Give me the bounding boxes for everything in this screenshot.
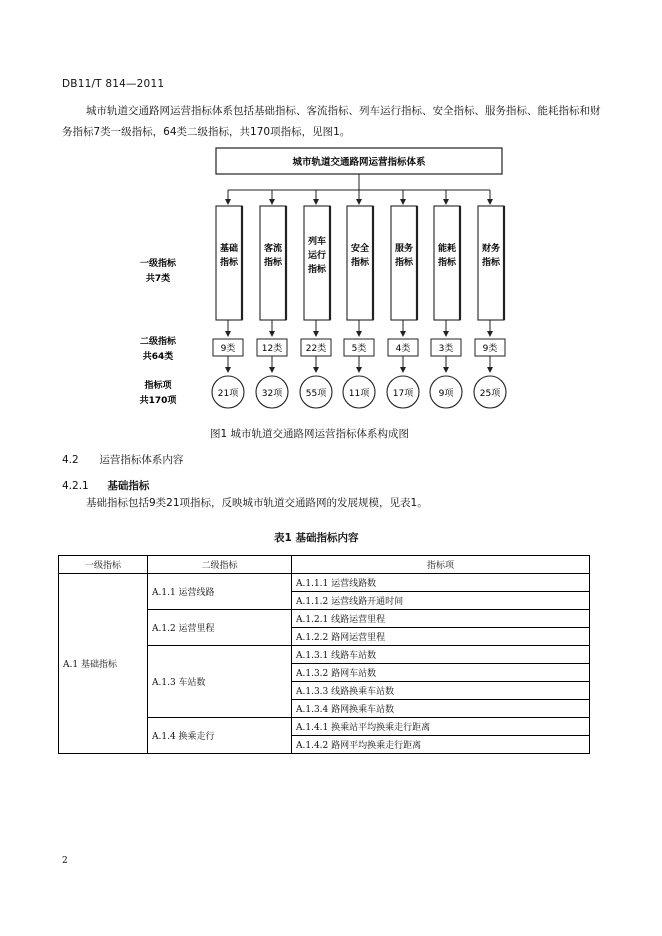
- items-label: 11项: [348, 389, 370, 399]
- table-header-cell: 二级指标: [148, 556, 292, 574]
- section-title: 运营指标体系内容: [99, 454, 184, 466]
- section-4-2-1: [62, 478, 149, 493]
- category-label: 指标: [307, 265, 327, 275]
- category-label: 服务: [394, 244, 414, 254]
- subcount-label: 4类: [395, 344, 411, 354]
- table-header-cell: 一级指标: [59, 556, 148, 574]
- item-cell: A.1.2.2 路网运营里程: [292, 628, 590, 646]
- category-label: 列车: [307, 237, 327, 247]
- document-code: DB11/T 814—2011: [62, 78, 165, 90]
- items-label: 25项: [479, 389, 501, 399]
- item-cell: A.1.3.2 路网车站数: [292, 664, 590, 682]
- basic-indicator-table: [58, 555, 590, 754]
- item-cell: A.1.1.2 运营线路开通时间: [292, 592, 590, 610]
- category-label: 安全: [350, 244, 370, 254]
- category-label: 指标: [394, 258, 414, 268]
- item-cell: A.1.3.4 路网换乘车站数: [292, 700, 590, 718]
- subcount-label: 5类: [351, 344, 367, 354]
- category-label: 指标: [481, 258, 501, 268]
- item-cell: A.1.3.3 线路换乘车站数: [292, 682, 590, 700]
- category-label: 运行: [307, 251, 327, 261]
- section-4-2: [62, 452, 183, 467]
- level2-cell: A.1.3 车站数: [148, 646, 292, 718]
- structure-diagram: [0, 140, 662, 420]
- level1-cell: A.1 基础指标: [59, 574, 148, 754]
- category-label: 基础: [219, 244, 239, 254]
- intro-paragraph: 城市轨道交通路网运营指标体系包括基础指标、客流指标、列车运行指标、安全指标、服务指标、能耗指标和财务指标7类一级指标，64类二级指标，共170项指标，见图1。: [62, 105, 601, 138]
- category-label: 指标: [263, 258, 283, 268]
- row-label: 共7类: [145, 274, 171, 284]
- subcount-label: 9类: [482, 344, 498, 354]
- section-number: 4.2.1: [62, 480, 89, 492]
- subcount-label: 22类: [305, 344, 327, 354]
- category-label: 客流: [263, 244, 283, 254]
- items-label: 9项: [438, 389, 454, 399]
- level2-cell: A.1.4 换乘走行: [148, 718, 292, 754]
- table-header-cell: 指标项: [292, 556, 590, 574]
- item-cell: A.1.4.1 换乘站平均换乘走行距离: [292, 718, 590, 736]
- row-label: 二级指标: [139, 337, 177, 347]
- items-label: 21项: [217, 389, 239, 399]
- category-box: [304, 206, 330, 320]
- section-number: 4.2: [62, 454, 79, 466]
- item-cell: A.1.3.1 线路车站数: [292, 646, 590, 664]
- category-label: 能耗: [437, 244, 457, 254]
- table-header-row: [59, 556, 590, 574]
- section-title: 基础指标: [107, 480, 150, 492]
- items-label: 32项: [261, 389, 283, 399]
- item-cell: A.1.4.2 路网平均换乘走行距离: [292, 736, 590, 754]
- table-row: [59, 574, 590, 592]
- items-label: 55项: [305, 389, 327, 399]
- category-label: 财务: [481, 244, 501, 254]
- row-label: 指标项: [144, 381, 172, 391]
- category-label: 指标: [437, 258, 457, 268]
- row-label: 一级指标: [139, 259, 177, 269]
- subcount-label: 12类: [261, 344, 283, 354]
- basic-indicator-paragraph: 基础指标包括9类21项指标，反映城市轨道交通路网的发展规模，见表1。: [86, 497, 428, 509]
- item-cell: A.1.2.1 线路运营里程: [292, 610, 590, 628]
- diagram-title: 城市轨道交通路网运营指标体系: [292, 157, 426, 168]
- page-number: 2: [62, 856, 68, 866]
- figure-caption: 图1 城市轨道交通路网运营指标体系构成图: [210, 428, 410, 440]
- items-label: 17项: [392, 389, 414, 399]
- item-cell: A.1.1.1 运营线路数: [292, 574, 590, 592]
- category-label: 指标: [350, 258, 370, 268]
- row-label: 共170项: [139, 396, 177, 406]
- level2-cell: A.1.2 运营里程: [148, 610, 292, 646]
- subcount-label: 3类: [438, 344, 454, 354]
- table-caption: 表1 基础指标内容: [274, 532, 359, 544]
- category-label: 指标: [219, 258, 239, 268]
- level2-cell: A.1.1 运营线路: [148, 574, 292, 610]
- subcount-label: 9类: [220, 344, 236, 354]
- row-label: 共64类: [142, 352, 174, 362]
